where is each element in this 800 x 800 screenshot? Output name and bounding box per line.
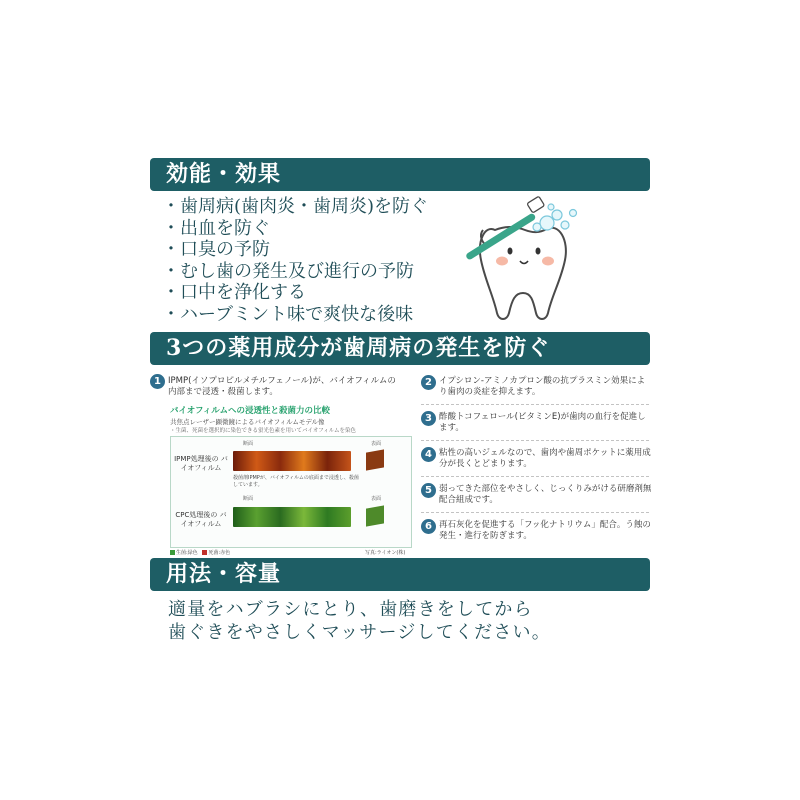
column-label-section: 断面 [243,496,254,502]
divider [421,476,649,477]
ingredient-text: 弱ってきた部位をやさしく、じっくりみがける研磨剤無配合組成です。 [439,484,652,505]
ipmp-surface-image [366,449,384,470]
effect-item: ・むし歯の発生及び進行の予防 [162,260,414,282]
ingredient-item-1 [150,374,400,397]
effects-heading: 効能・効果 [150,158,650,191]
ingredients-heading: 3つの薬用成分が歯周病の発生を防ぐ [150,332,650,365]
number-badge: 5 [421,483,436,498]
ipmp-caption: 殺菌剤IPMPが、バイオフィルムの底面まで浸透し、殺菌しています。 [233,475,359,488]
number-badge: 4 [421,447,436,462]
legend-live: 生菌:緑色 [176,550,198,556]
legend-dead: 死菌:赤色 [208,550,231,556]
figure-caption: 共焦点レーザー顕微鏡によるバイオフィルムモデル像 [170,418,325,426]
divider [421,440,649,441]
biofilm-figure [170,436,412,548]
ingredient-text: 再石灰化を促進する「フッ化ナトリウム」配合。う蝕の発生・進行を防ぎます。 [439,520,651,541]
usage-heading: 用法・容量 [150,558,650,591]
row-label-ipmp: IPMP処理後の バイオフィルム [174,455,228,472]
usage-text [168,598,551,644]
row-label-cpc: CPC処理後の バイオフィルム [175,511,227,528]
effect-item: ・ハーブミント味で爽快な後味 [162,303,414,325]
figure-title: バイオフィルムへの浸透性と殺菌力の比較 [170,406,330,416]
photo-credit: 写真:ライオン(株) [365,550,406,556]
number-badge: 1 [150,374,165,389]
divider [421,404,649,405]
cpc-surface-image [366,505,384,526]
ingredient-text: 酢酸トコフェロール(ビタミンE)が歯肉の血行を促進します。 [439,412,646,433]
effect-item: ・歯周病(歯肉炎・歯周炎)を防ぐ [162,196,429,217]
usage-line: 歯ぐきをやさしくマッサージしてください。 [168,622,551,643]
cpc-section-image [233,507,351,527]
usage-line: 適量をハブラシにとり、歯磨きをしてから [168,599,533,620]
number-badge: 6 [421,519,436,534]
column-label-section: 断面 [243,441,254,447]
ingredient-text: 粘性の高いジェルなので、歯肉や歯周ポケットに薬用成分が長くとどまります。 [439,448,651,469]
ingredient-text: イプシロン-アミノカプロン酸の抗プラスミン効果により歯肉の炎症を抑えます。 [439,376,646,397]
figure-note: ・生菌、死菌を選択的に染色できる蛍光色素を用いてバイオフィルムを染色 [170,428,357,434]
divider [421,512,649,513]
ipmp-section-image [233,451,351,471]
number-badge: 3 [421,411,436,426]
figure-legend [170,549,230,556]
ingredient-text: IPMP(イソプロピルメチルフェノール)が、バイオフィルムの内部まで浸透・殺菌します。 [168,376,396,397]
effect-item: ・口臭の予防 [162,239,270,260]
number-badge: 2 [421,375,436,390]
column-label-surface: 表面 [371,441,382,447]
effects-list [162,196,428,325]
tooth-mascot-with-toothbrush-icon [455,185,605,325]
column-label-surface: 表面 [371,496,382,502]
effect-item: ・出血を防ぐ [162,217,270,239]
effect-item: ・口中を浄化する [162,282,306,303]
